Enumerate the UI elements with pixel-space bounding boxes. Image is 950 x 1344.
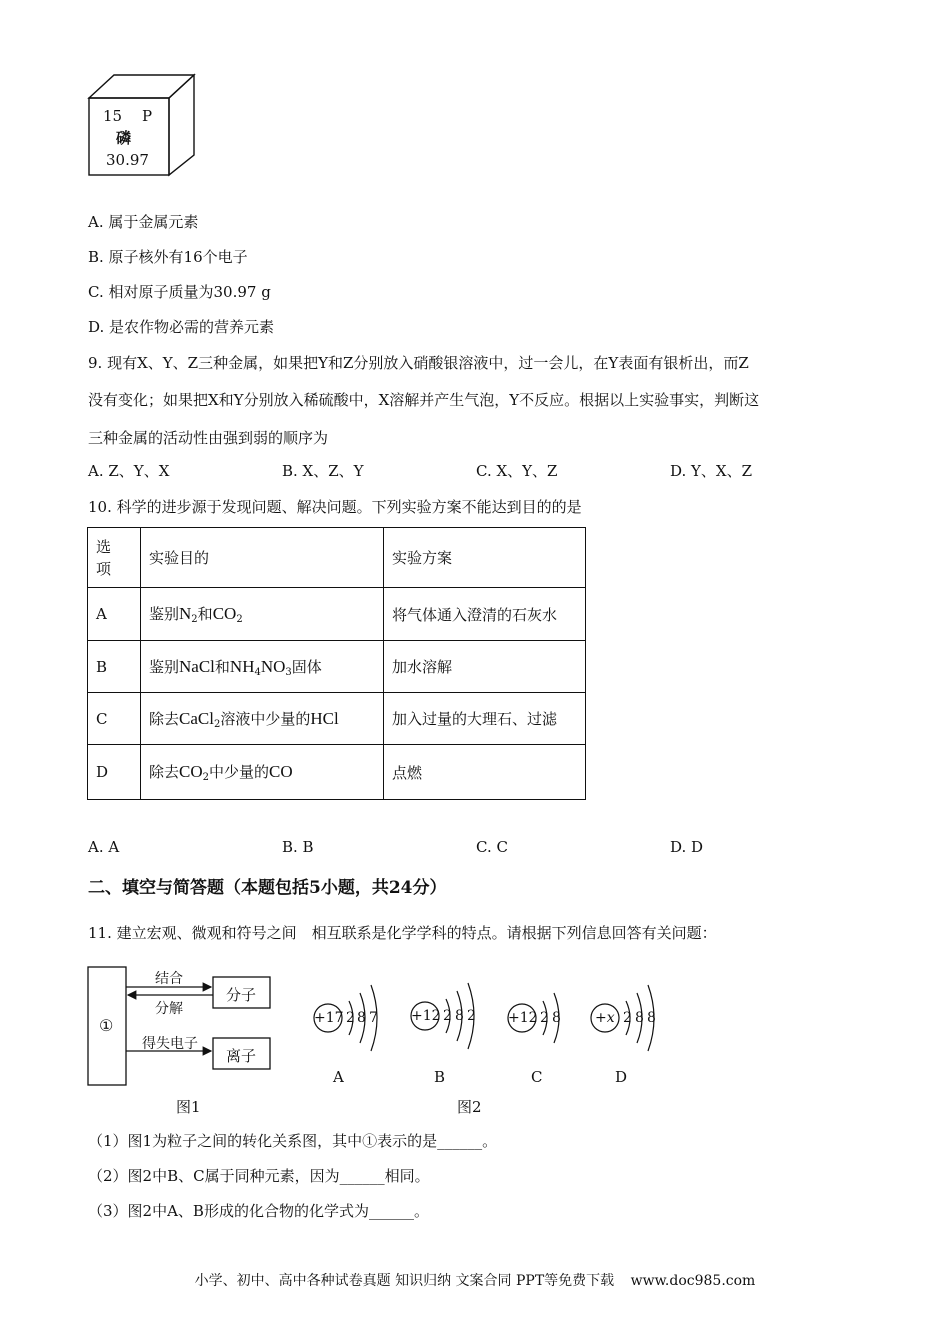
atom-b-shell-3: 2 [467, 1008, 476, 1024]
atom-a-nucleus: +17 [314, 1010, 344, 1026]
page-footer [0, 1270, 950, 1290]
atom-c-shell-1: 2 [540, 1010, 549, 1026]
q9-stem-line2: 没有变化；如果把X和Y分别放入稀硫酸中，X溶解并产生气泡，Y不反应。根据以上实验事实，判断这 [88, 391, 760, 409]
atom-b-nucleus: +12 [411, 1008, 441, 1024]
q9-option-b: B. X、Z、Y [282, 462, 364, 480]
table-row [88, 588, 586, 641]
fig1-circled-one: ① [99, 1016, 114, 1035]
q9-option-d: D. Y、X、Z [670, 462, 753, 480]
table-row [88, 641, 586, 693]
atom-d-shell-3: 8 [647, 1010, 656, 1026]
q8-option-c: C. 相对原子质量为30.97 g [88, 283, 271, 301]
q8-option-a: A. 属于金属元素 [88, 213, 199, 231]
row-option: C [88, 693, 141, 745]
row-purpose: 鉴别$N_2$和$CO_2$ [141, 588, 384, 641]
row-option: A [88, 588, 141, 641]
q10-option-c: C. C [476, 838, 508, 856]
q11-stem: 11. 建立宏观、微观和符号之间 相互联系是化学学科的特点。请根据下列信息回答有关问题： [88, 924, 717, 942]
atom-b-shell-2: 8 [455, 1008, 464, 1024]
fig1-electron-label: 得失电子 [142, 1036, 198, 1052]
atom-d-shell-1: 2 [623, 1010, 632, 1026]
fig1-caption: 图1 [176, 1098, 201, 1116]
q10-option-b: B. B [282, 838, 314, 856]
atom-b-shell-1: 2 [443, 1008, 452, 1024]
fig1-molecule-box: 分子 [226, 986, 257, 1004]
row-purpose: 鉴别NaCl和$NH_4NO_3$固体 [141, 641, 384, 693]
table-header-option: 选项 [88, 528, 141, 588]
row-plan: 加入过量的大理石、过滤 [384, 693, 586, 745]
q10-option-a: A. A [88, 838, 120, 856]
footer-text: 小学、初中、高中各种试卷真题 知识归纳 文案合同 PPT等免费下载 [194, 1273, 615, 1289]
atom-d-nucleus: +x [595, 1010, 615, 1026]
fig1-combine-label: 结合 [155, 971, 183, 987]
element-mass: 30.97 [106, 151, 149, 169]
q9-option-a: A. Z、Y、X [88, 462, 170, 480]
q11-sub-1: （1）图1为粒子之间的转化关系图，其中①表示的是______。 [88, 1132, 498, 1150]
element-name: 磷 [116, 129, 132, 147]
q11-sub-2: （2）图2中B、C属于同种元素，因为______相同。 [88, 1167, 430, 1185]
atom-b-label: B [434, 1068, 446, 1086]
element-symbol: P [142, 107, 153, 125]
atom-c-label: C [531, 1068, 543, 1086]
section-2-title: 二、填空与简答题（本题包括5小题，共24分） [88, 878, 447, 898]
row-purpose: 除去$CO_2$中少量的CO [141, 745, 384, 800]
q9-option-c: C. X、Y、Z [476, 462, 558, 480]
q9-stem-line3: 三种金属的活动性由强到弱的顺序为 [88, 429, 329, 447]
atom-c-nucleus: +12 [508, 1010, 538, 1026]
table-header-row [88, 528, 586, 588]
atom-c-shell-2: 8 [552, 1010, 561, 1026]
q9-stem-line1: 9. 现有X、Y、Z三种金属，如果把Y和Z分别放入硝酸银溶液中，过一会儿，在Y表面有银析出，而Z [88, 354, 749, 372]
atom-d-shell-2: 8 [635, 1010, 644, 1026]
row-plan: 点燃 [384, 745, 586, 800]
row-option: B [88, 641, 141, 693]
q8-option-b: B. 原子核外有16个电子 [88, 248, 248, 266]
q10-option-d: D. D [670, 838, 704, 856]
atom-d-label: D [615, 1068, 628, 1086]
footer-website-link[interactable]: www.doc985.com [630, 1273, 756, 1289]
table-row [88, 745, 586, 800]
atom-a-shell-2: 8 [357, 1010, 366, 1026]
experiment-table [87, 527, 586, 800]
fig1-ion-box: 离子 [226, 1047, 257, 1065]
row-plan: 将气体通入澄清的石灰水 [384, 588, 586, 641]
table-header-plan: 实验方案 [384, 528, 586, 588]
atom-a-label: A [333, 1068, 344, 1086]
element-number: 15 [103, 107, 123, 125]
q11-sub-3: （3）图2中A、B形成的化合物的化学式为______。 [88, 1202, 429, 1220]
atom-a-shell-1: 2 [346, 1010, 355, 1026]
row-option: D [88, 745, 141, 800]
row-plan: 加水溶解 [384, 641, 586, 693]
row-purpose: 除去CaCl$_2$溶液中少量的HCl [141, 693, 384, 745]
table-row [88, 693, 586, 745]
atom-a-shell-3: 7 [369, 1010, 378, 1026]
q10-stem: 10. 科学的进步源于发现问题、解决问题。下列实验方案不能达到目的的是 [88, 498, 582, 516]
q8-option-d: D. 是农作物必需的营养元素 [88, 318, 275, 336]
fig1-decompose-label: 分解 [155, 1001, 183, 1017]
table-header-purpose: 实验目的 [141, 528, 384, 588]
fig2-caption: 图2 [457, 1098, 482, 1116]
